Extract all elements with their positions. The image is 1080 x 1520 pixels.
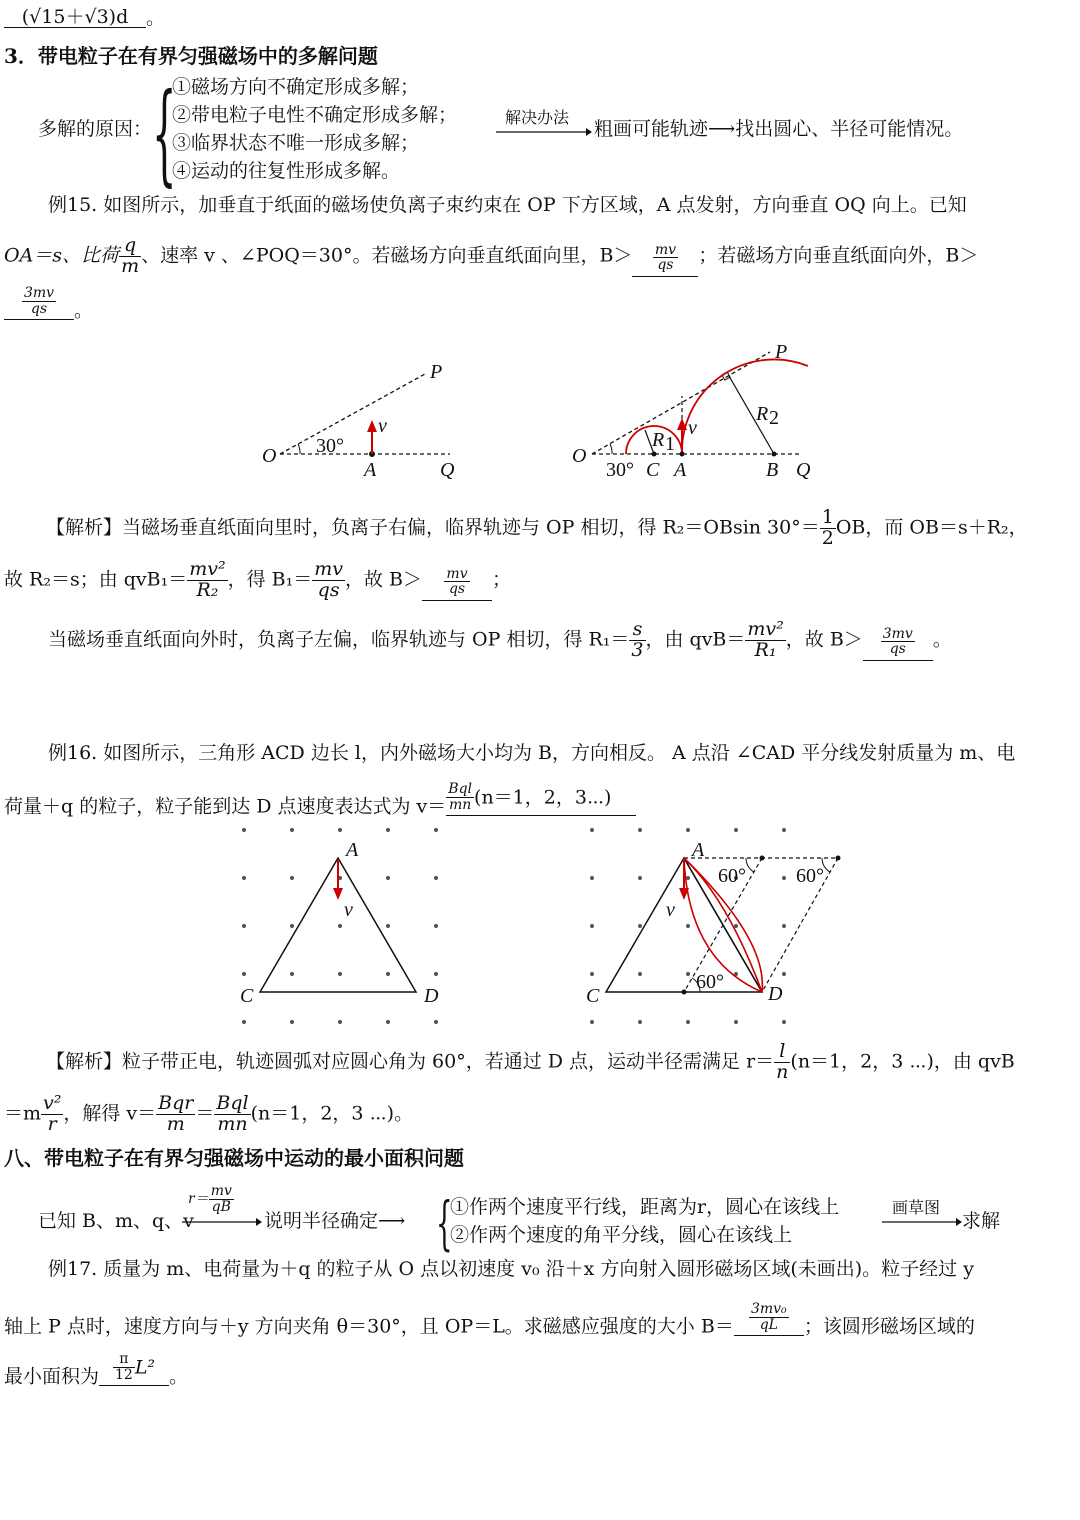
- svg-text:A: A: [674, 459, 687, 481]
- arrow-icon: [182, 1216, 262, 1230]
- field-dot: [590, 1020, 594, 1024]
- field-dot: [638, 924, 642, 928]
- svg-text:60°: 60°: [696, 971, 724, 993]
- svg-text:1: 1: [665, 433, 675, 455]
- solution-text: ，解得 v＝: [63, 1102, 157, 1125]
- ratio-fraction: $\frac{q}{m}$: [121, 234, 140, 277]
- left-brace: {: [152, 69, 177, 197]
- punct: 。: [74, 299, 94, 322]
- fraction: $\frac{\text{v²}}{r}$: [43, 1092, 62, 1135]
- field-dot: [590, 876, 594, 880]
- field-dot: [434, 1020, 438, 1024]
- answer-blank: [4, 8, 146, 28]
- punct: 。: [169, 1365, 189, 1388]
- field-dot: [734, 828, 738, 832]
- solution-text: ＝m: [4, 1102, 42, 1125]
- field-dot: [242, 1020, 246, 1024]
- field-dot: [242, 972, 246, 976]
- field-dot: [434, 924, 438, 928]
- figure-15-right: [570, 340, 820, 480]
- fraction: $\frac{\text{Bql}}{mn}$: [216, 1092, 249, 1135]
- fraction: $\frac{\text{mv²}}{\text{R₂}}$: [189, 558, 226, 601]
- field-dot: [686, 876, 690, 880]
- reason-3: ③临界状态不唯一形成多解；: [172, 132, 420, 154]
- svg-text:D: D: [768, 983, 783, 1005]
- reason-2: ②带电粒子电性不确定形成多解；: [172, 104, 458, 126]
- ex16-line1: 例16. 如图所示，三角形 ACD 边长 l，内外磁场大小均为 B，方向相反。 A 点沿 ∠CAD 平分线发射质量为 m、电: [48, 742, 1016, 764]
- field-dot: [386, 924, 390, 928]
- solve-text: 求解: [962, 1210, 1001, 1232]
- field-dot: [290, 876, 294, 880]
- field-dot: [590, 924, 594, 928]
- option-2: ②作两个速度的角平分线，圆心在该线上: [450, 1224, 793, 1246]
- solution-text: 故 R₂＝s；由 qvB₁＝: [4, 568, 188, 591]
- field-dot: [338, 924, 342, 928]
- field-dot: [242, 828, 246, 832]
- svg-text:Q: Q: [440, 459, 455, 481]
- ex17-line1: 例17. 质量为 m、电荷量为＋q 的粒子从 O 点以初速度 v₀ 沿＋x 方向射入圆形磁场区域(未画出)。粒子经过 y: [48, 1258, 974, 1280]
- ex17-text: 最小面积为: [4, 1365, 100, 1388]
- arrow-label: 画草图: [892, 1198, 941, 1217]
- ex15-text: ；若磁场方向垂直纸面向外，B＞: [698, 244, 979, 267]
- field-dot: [290, 1020, 294, 1024]
- ex15-text: 、速率 v 、∠POQ＝30°。若磁场方向垂直纸面向里，B＞: [141, 244, 633, 267]
- solution-text: (n＝1，2，3 ⋯)，由 qvB: [790, 1050, 1015, 1073]
- field-dot: [782, 828, 786, 832]
- svg-text:2: 2: [769, 407, 779, 429]
- fraction: $\frac{\text{mv²}}{\text{R₁}}$: [747, 618, 784, 661]
- arrow-icon: [496, 126, 592, 140]
- svg-text:30°: 30°: [606, 459, 634, 481]
- svg-text:C: C: [646, 459, 660, 481]
- figure-16-right: [578, 820, 868, 1030]
- fraction: $\frac{1}{2}$: [821, 506, 834, 549]
- solution-text: ，得 B₁＝: [227, 568, 313, 591]
- svg-text:R: R: [756, 403, 769, 425]
- option-1: ①作两个速度平行线，距离为r，圆心在该线上: [450, 1196, 840, 1218]
- field-dot: [782, 972, 786, 976]
- field-dot: [686, 972, 690, 976]
- field-dot: [686, 924, 690, 928]
- field-dot: [386, 1020, 390, 1024]
- fraction: $\frac{l}{n}$: [776, 1040, 789, 1083]
- svg-text:v: v: [378, 415, 387, 437]
- field-dot: [434, 828, 438, 832]
- solution-text: (n＝1，2，3 ⋯)。: [250, 1102, 414, 1125]
- fraction: $\frac{mv}{qs}$: [314, 558, 343, 601]
- svg-text:D: D: [424, 985, 439, 1007]
- field-dot: [290, 828, 294, 832]
- svg-text:A: A: [346, 839, 359, 861]
- svg-text:C: C: [586, 985, 600, 1007]
- ex15-text: OA＝s、比荷: [4, 244, 120, 267]
- field-dot: [686, 1020, 690, 1024]
- svg-text:C: C: [240, 985, 254, 1007]
- method-steps: 粗画可能轨迹⟶找出圆心、半径可能情况。: [594, 118, 964, 140]
- field-dot: [686, 828, 690, 832]
- answer-blank: $\frac{\text{Bql}}{mn}$ (n＝1，2，3⋯): [446, 782, 636, 816]
- arrow-label: 解决办法: [505, 108, 570, 127]
- reason-label: 多解的原因：: [38, 118, 153, 140]
- punct: 。: [146, 7, 166, 29]
- field-dot: [638, 972, 642, 976]
- answer-blank: $\frac{3mv}{qs}$: [4, 286, 74, 320]
- section-title: 八、带电粒子在有界匀强磁场中运动的最小面积问题: [4, 1146, 464, 1170]
- solution-text: ，故 B＞: [345, 568, 423, 591]
- fraction: $\frac{s}{3}$: [631, 618, 644, 661]
- solution-text: 【解析】当磁场垂直纸面向里时，负离子右偏，临界轨迹与 OP 相切，得 R₂＝OBsin 30°＝: [46, 516, 820, 539]
- arrow-formula: r＝ $\frac{mv}{qB}$: [188, 1183, 232, 1215]
- field-dot: [782, 876, 786, 880]
- solution-text: ，由 qvB＝: [645, 628, 746, 651]
- svg-text:B: B: [766, 459, 779, 481]
- answer-blank: $\frac{mv}{qs}$: [632, 243, 698, 277]
- ex16-text: 荷量＋q 的粒子，粒子能到达 D 点速度表达式为 v＝: [4, 795, 447, 818]
- field-dot: [734, 1020, 738, 1024]
- svg-text:A: A: [692, 839, 705, 861]
- svg-text:P: P: [430, 361, 443, 383]
- svg-text:Q: Q: [796, 459, 811, 481]
- field-dot: [242, 876, 246, 880]
- solution-text: OB，而 OB＝s＋R₂，: [835, 516, 1028, 539]
- svg-text:30°: 30°: [316, 435, 344, 457]
- answer-blank: $\frac{3mv}{qs}$: [863, 627, 933, 661]
- svg-text:O: O: [262, 445, 277, 467]
- field-dot: [290, 972, 294, 976]
- svg-text:P: P: [775, 341, 788, 363]
- field-dot: [338, 1020, 342, 1024]
- svg-text:A: A: [364, 459, 377, 481]
- field-dot: [338, 828, 342, 832]
- conclude-text: 说明半径确定⟶: [264, 1210, 406, 1232]
- field-dot: [290, 924, 294, 928]
- figure-16-left: [230, 820, 450, 1030]
- answer-blank: $\frac{mv}{qs}$: [422, 567, 492, 601]
- solution-text: 当磁场垂直纸面向外时，负离子左偏，临界轨迹与 OP 相切，得 R₁＝: [48, 628, 630, 651]
- ex17-text: ；该圆形磁场区域的: [803, 1315, 975, 1338]
- answer-blank: $\frac{\text{3mv₀}}{qL}$: [734, 1302, 804, 1336]
- ex17-text: 轴上 P 点时，速度方向与＋y 方向夹角 θ＝30°，且 OP＝L。求磁感应强度的大小 B＝: [4, 1315, 734, 1338]
- field-dot: [638, 1020, 642, 1024]
- field-dot: [434, 972, 438, 976]
- reason-1: ①磁场方向不确定形成多解；: [172, 76, 420, 98]
- svg-text:O: O: [572, 445, 587, 467]
- svg-text:60°: 60°: [718, 865, 746, 887]
- field-dot: [434, 876, 438, 880]
- known-text: 已知 B、m、q、v: [38, 1210, 194, 1232]
- answer-text: (√15＋√3)d: [21, 6, 129, 28]
- field-dot: [638, 828, 642, 832]
- field-dot: [386, 972, 390, 976]
- punct: 。: [932, 628, 952, 651]
- solution-text: 【解析】粒子带正电，轨迹圆弧对应圆心角为 60°，若通过 D 点，运动半径需满足 r＝: [46, 1050, 775, 1073]
- field-dot: [386, 828, 390, 832]
- field-dot: [590, 828, 594, 832]
- solution-text: ，故 B＞: [785, 628, 863, 651]
- figure-15-left: [260, 360, 480, 480]
- svg-text:60°: 60°: [796, 865, 824, 887]
- svg-text:v: v: [344, 899, 353, 921]
- field-dot: [242, 924, 246, 928]
- svg-text:v: v: [688, 417, 697, 439]
- answer-blank: $\frac{\pi}{12}$ L²: [99, 1352, 169, 1386]
- fraction: $\frac{\text{Bqr}}{m}$: [158, 1092, 194, 1135]
- field-dot: [386, 876, 390, 880]
- ex15-line1: 例15. 如图所示，加垂直于纸面的磁场使负离子束约束在 OP 下方区域，A 点发射，方向垂直 OQ 向上。已知: [48, 194, 967, 216]
- svg-text:v: v: [666, 899, 675, 921]
- left-brace: {: [436, 1189, 453, 1257]
- field-dot: [782, 1020, 786, 1024]
- svg-text:R: R: [652, 429, 665, 451]
- reason-4: ④运动的往复性形成多解。: [172, 160, 401, 182]
- field-dot: [590, 972, 594, 976]
- punct: ；: [492, 568, 512, 591]
- field-dot: [338, 972, 342, 976]
- section-title: 3．带电粒子在有界匀强磁场中的多解问题: [4, 44, 378, 68]
- arrow-icon: [882, 1216, 962, 1230]
- field-dot: [638, 876, 642, 880]
- field-dot: [782, 924, 786, 928]
